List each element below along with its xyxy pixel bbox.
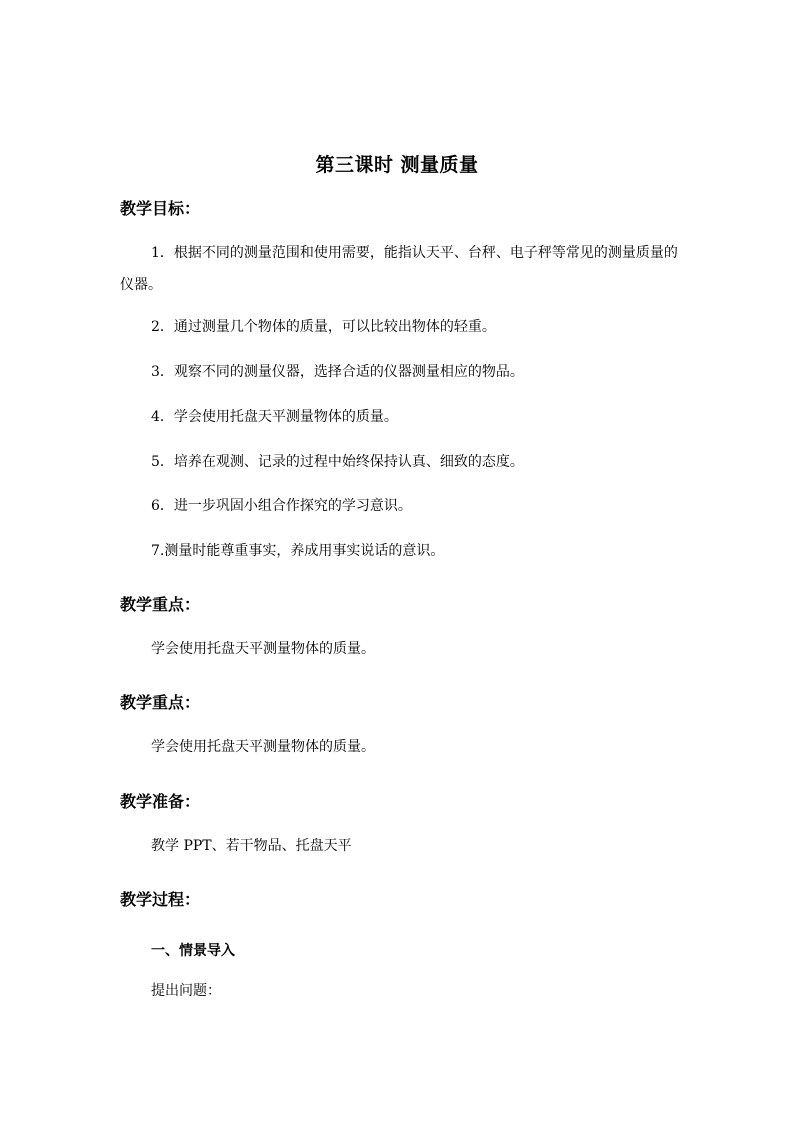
key-point-text-2: 学会使用托盘天平测量物体的质量。 [151,739,375,755]
objective-item-5: 5．培养在观测、记录的过程中始终保持认真、细致的态度。 [151,454,524,470]
process-section-1-text: 提出问题： [151,983,221,999]
key-point-heading-2: 教学重点： [120,693,201,712]
preparation-text: 教学 PPT、若干物品、托盘天平 [151,838,352,854]
key-point-text-1: 学会使用托盘天平测量物体的质量。 [151,641,375,657]
process-section-1-title: 一、情景导入 [151,943,235,959]
objective-item-2: 2．通过测量几个物体的质量，可以比较出物体的轻重。 [151,319,496,335]
page-title: 第三课时 测量质量 [315,154,479,176]
objective-item-4: 4．学会使用托盘天平测量物体的质量。 [151,409,398,425]
key-point-heading-1: 教学重点： [120,595,201,614]
objective-item-1: 1．根据不同的测量范围和使用需要，能指认天平、台秤、电子秤等常见的测量质量的仪器。 [120,245,678,293]
objectives-heading: 教学目标： [120,199,201,218]
objective-item-7: 7.测量时能尊重事实，养成用事实说话的意识。 [151,543,445,559]
process-heading: 教学过程： [120,890,201,909]
preparation-heading: 教学准备： [120,792,201,811]
objective-item-3: 3．观察不同的测量仪器，选择合适的仪器测量相应的物品。 [151,364,524,380]
objective-item-6: 6．进一步巩固小组合作探究的学习意识。 [151,498,412,514]
